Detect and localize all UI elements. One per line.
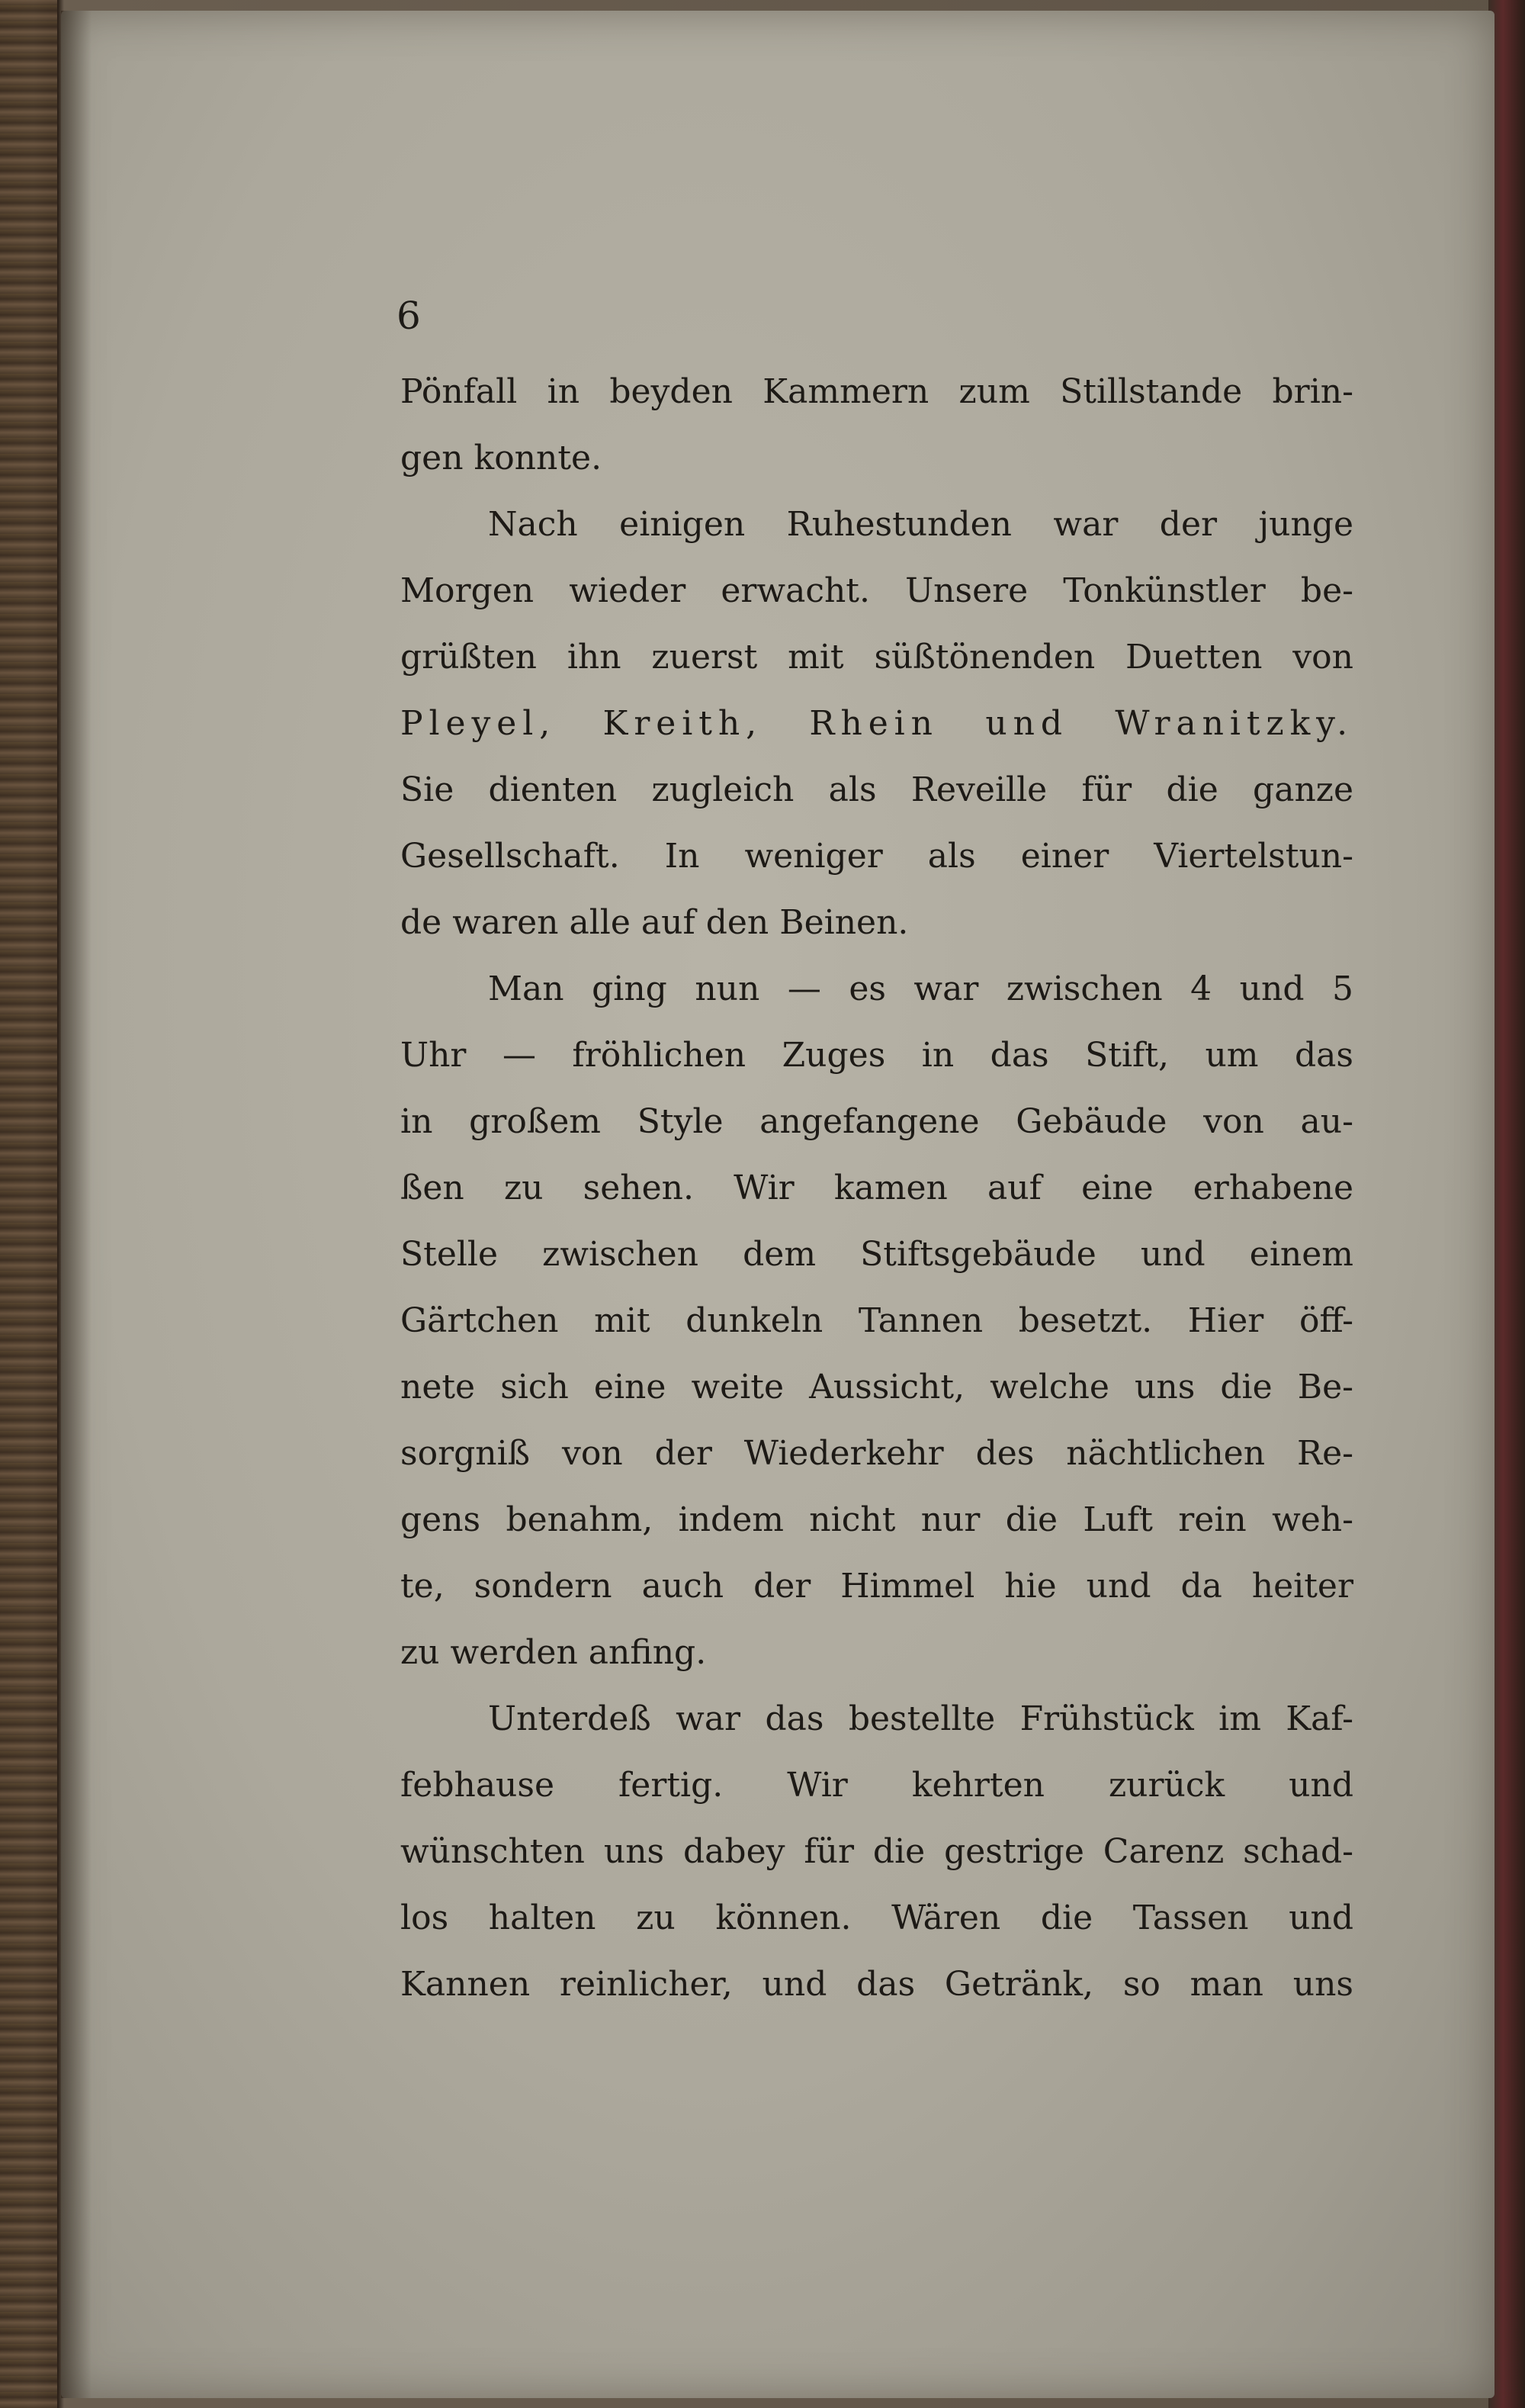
text-line: febhause fertig. Wir kehrten zurück und — [400, 1766, 1353, 1805]
text-line: Morgen wieder erwacht. Unsere Tonkünstler be- — [400, 571, 1353, 610]
page-number: 6 — [396, 294, 421, 338]
text-line: sorgniß von der Wiederkehr des nächtlichen Re- — [400, 1434, 1353, 1473]
text-line: Pleyel, Kreith, Rhein und Wranitzky. — [400, 704, 1353, 743]
page-edges-left — [0, 0, 57, 2408]
text-line: wünschten uns dabey für die gestrige Carenz schad- — [400, 1832, 1353, 1871]
text-line: Unterdeß war das bestellte Frühstück im Kaf- — [488, 1699, 1353, 1738]
text-line: Pönfall in beyden Kammern zum Stillstande brin- — [400, 372, 1353, 411]
text-line: Sie dienten zugleich als Reveille für die ganze — [400, 770, 1353, 809]
text-line: te, sondern auch der Himmel hie und da heiter — [400, 1567, 1353, 1606]
text-line: grüßten ihn zuerst mit süßtönenden Duetten von — [400, 638, 1353, 677]
text-line: Stelle zwischen dem Stiftsgebäude und einem — [400, 1235, 1353, 1274]
text-line: nete sich eine weite Aussicht, welche uns die Be- — [400, 1368, 1353, 1407]
text-line: Gesellschaft. In weniger als einer Viertelstun- — [400, 837, 1353, 876]
text-line: de waren alle auf den Beinen. — [400, 903, 909, 942]
gutter-shadow — [61, 11, 92, 2398]
body-text — [400, 358, 1353, 2017]
text-line: gens benahm, indem nicht nur die Luft rein weh- — [400, 1500, 1353, 1539]
text-line: los halten zu können. Wären die Tassen und — [400, 1898, 1353, 1937]
text-line: Nach einigen Ruhestunden war der junge — [488, 505, 1353, 544]
text-line: gen konnte. — [400, 439, 602, 477]
text-line: Uhr — fröhlichen Zuges in das Stift, um das — [400, 1036, 1353, 1075]
text-line: Gärtchen mit dunkeln Tannen besetzt. Hier öff- — [400, 1301, 1353, 1340]
text-line: ßen zu sehen. Wir kamen auf eine erhabene — [400, 1169, 1353, 1207]
text-line: Man ging nun — es war zwischen 4 und 5 — [488, 969, 1353, 1008]
text-line: Kannen reinlicher, und das Getränk, so man uns — [400, 1965, 1353, 2004]
text-line: zu werden anfing. — [400, 1633, 707, 1672]
text-line: in großem Style angefangene Gebäude von au- — [400, 1102, 1353, 1141]
